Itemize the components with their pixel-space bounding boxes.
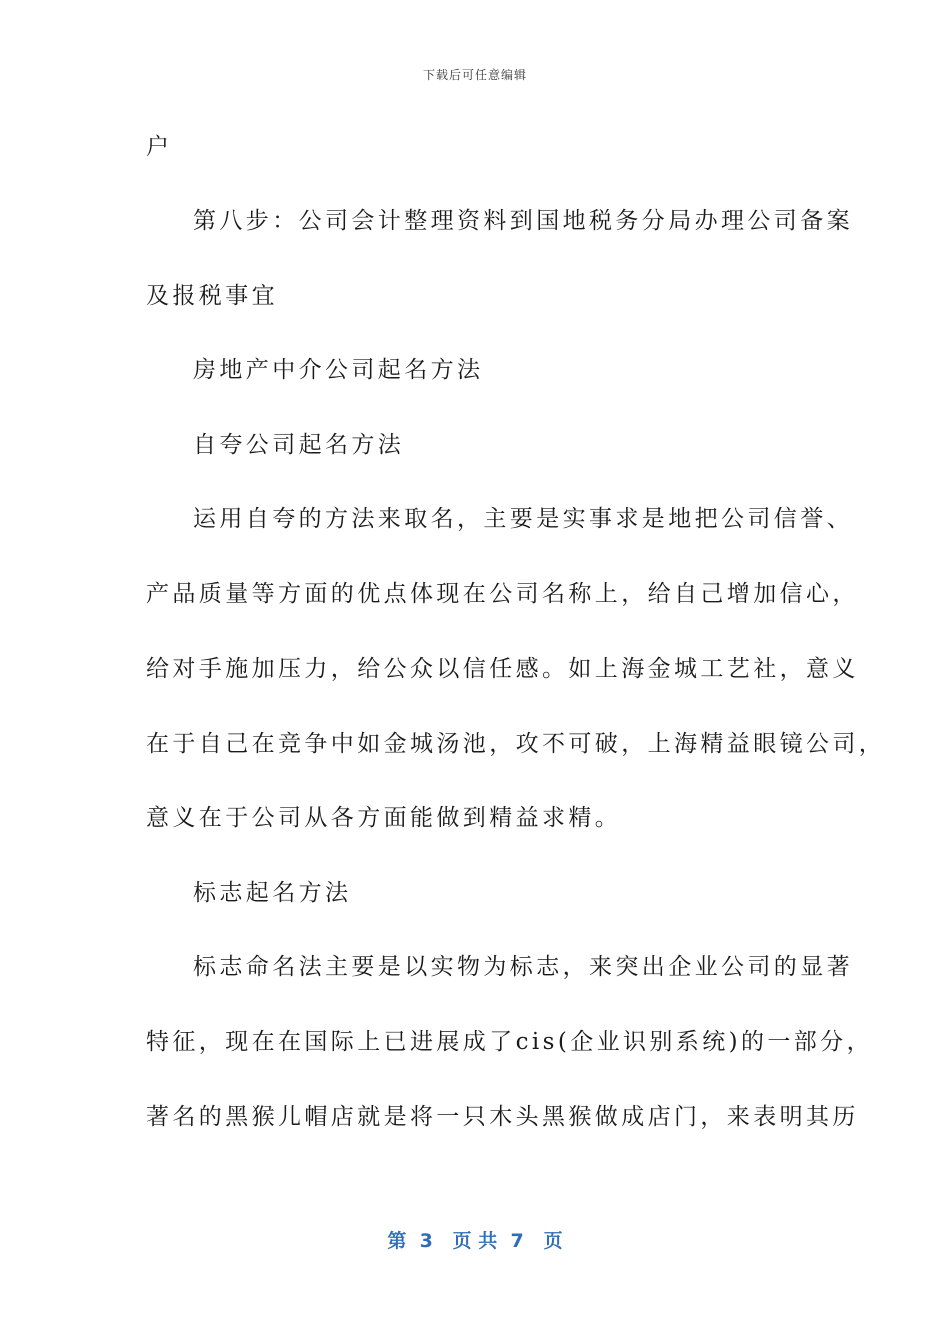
body-line: 给对手施加压力，给公众以信任感。如上海金城工艺社，意义 (146, 656, 859, 682)
body-line: 特征，现在在国际上已进展成了cis(企业识别系统)的一部分， (146, 1029, 873, 1055)
body-line: 运用自夸的方法来取名，主要是实事求是地把公司信誉、 (193, 506, 853, 532)
body-line: 著名的黑猴儿帽店就是将一只木头黑猴做成店门，来表明其历 (146, 1104, 859, 1130)
body-line: 产品质量等方面的优点体现在公司名称上，给自己增加信心， (146, 581, 859, 607)
body-line: 及报税事宜 (146, 283, 278, 309)
body-line: 标志命名法主要是以实物为标志，来突出企业公司的显著 (193, 954, 853, 980)
section-heading: 自夸公司起名方法 (193, 432, 405, 458)
body-line: 第八步：公司会计整理资料到国地税务分局办理公司备案 (193, 208, 853, 234)
body-line: 在于自己在竞争中如金城汤池，攻不可破，上海精益眼镜公司， (146, 731, 886, 757)
section-heading: 房地产中介公司起名方法 (193, 357, 484, 383)
section-heading: 标志起名方法 (193, 880, 352, 906)
header-note: 下载后可任意编辑 (422, 68, 527, 82)
body-line: 意义在于公司从各方面能做到精益求精。 (146, 805, 622, 831)
page-number-footer: 第 3 页 共 7 页 (387, 1230, 563, 1252)
body-line: 户 (146, 134, 173, 160)
